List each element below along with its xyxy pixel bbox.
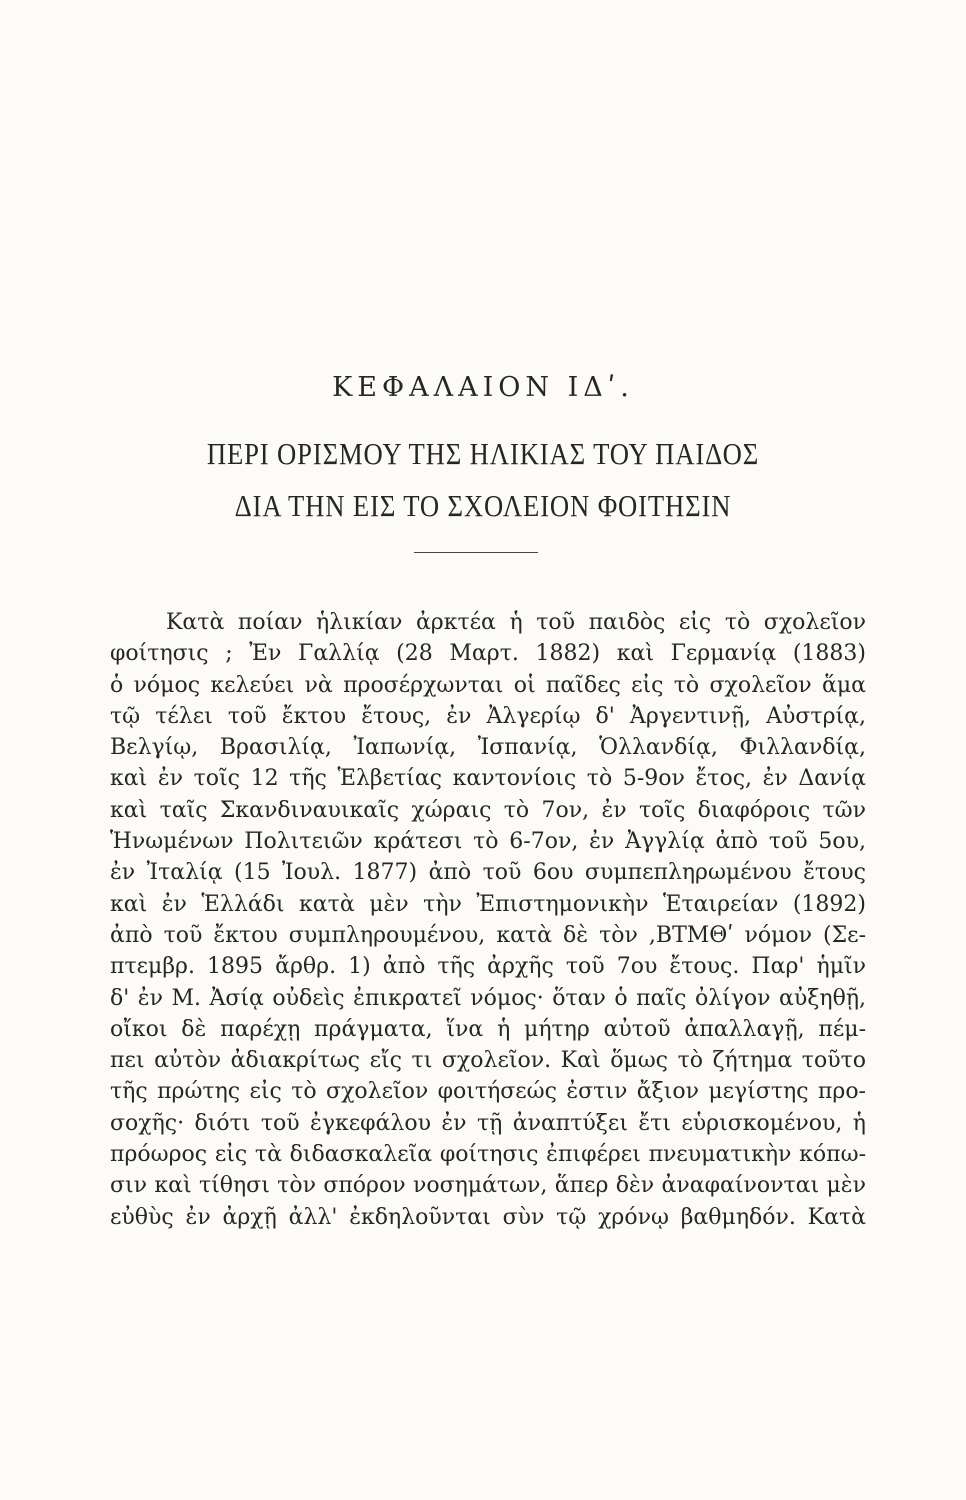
text-line: πρόωρος εἰς τὰ διδασκαλεῖα φοίτησις ἐπιφέρει πνευματικὴν κόπω- bbox=[110, 1142, 866, 1168]
text-line: δ' ἐν Μ. Ἀσίᾳ οὐδεὶς ἐπικρατεῖ νόμος· ὅταν ὁ παῖς ὀλίγον αὐξηθῇ, bbox=[110, 985, 866, 1011]
text-line: οἴκοι δὲ παρέχῃ πράγματα, ἵνα ἡ μήτηρ αὐτοῦ ἀπαλλαγῇ, πέμ- bbox=[110, 1016, 866, 1042]
text-line: καὶ ταῖς Σκανδιναυικαῖς χώραις τὸ 7ον, ἐν τοῖς διαφόροις τῶν bbox=[110, 797, 866, 823]
text-line: σιν καὶ τίθησι τὸν σπόρον νοσημάτων, ἅπερ δὲν ἀναφαίνονται μὲν bbox=[110, 1173, 866, 1199]
text-line: πτεμβρ. 1895 ἄρθρ. 1) ἀπὸ τῆς ἀρχῆς τοῦ 7ου ἔτους. Παρ' ἡμῖν bbox=[110, 954, 866, 980]
text-line: τῆς πρώτης εἰς τὸ σχολεῖον φοιτήσεώς ἐστιν ἄξιον μεγίστης προ- bbox=[110, 1079, 866, 1105]
text-line: πει αὐτὸν ἀδιακρίτως εἴς τι σχολεῖον. Καὶ ὅμως τὸ ζήτημα τοῦτο bbox=[110, 1048, 866, 1074]
text-line: φοίτησις ; Ἐν Γαλλίᾳ (28 Μαρτ. 1882) καὶ Γερμανίᾳ (1883) bbox=[110, 641, 866, 667]
text-line: ἐν Ἰταλίᾳ (15 Ἰουλ. 1877) ἀπὸ τοῦ 6ου συμπεπληρωμένου ἔτους bbox=[110, 860, 866, 886]
text-line: ὁ νόμος κελεύει νὰ προσέρχωνται οἱ παῖδες εἰς τὸ σχολεῖον ἅμα bbox=[110, 672, 866, 698]
chapter-title-line-1: ΠΕΡΙ ΟΡΙΣΜΟΥ ΤΗΣ ΗΛΙΚΙΑΣ ΤΟΥ ΠΑΙΔΟΣ bbox=[206, 436, 760, 471]
text-line: καὶ ἐν Ἑλλάδι κατὰ μὲν τὴν Ἐπιστημονικὴν Ἑταιρείαν (1892) bbox=[110, 891, 866, 917]
title-divider bbox=[414, 552, 538, 553]
body-paragraph bbox=[110, 607, 866, 1233]
text-line: καὶ ἐν τοῖς 12 τῆς Ἑλβετίας καντονίοις τὸ 5-9ον ἔτος, ἐν Δανίᾳ bbox=[110, 766, 866, 792]
text-line: Κατὰ ποίαν ἡλικίαν ἀρκτέα ἡ τοῦ παιδὸς εἰς τὸ σχολεῖον bbox=[166, 610, 866, 635]
text-line: ἀπὸ τοῦ ἔκτου συμπληρουμένου, κατὰ δὲ τὸν ,ΒΤΜΘʹ νόμον (Σε- bbox=[110, 922, 866, 948]
chapter-heading: ΚΕΦΑΛΑΙΟΝ ΙΔʹ. bbox=[332, 372, 634, 403]
text-line: εὐθὺς ἐν ἀρχῇ ἀλλ' ἐκδηλοῦνται σὺν τῷ χρόνῳ βαθμηδόν. Κατὰ bbox=[110, 1204, 866, 1230]
text-line: Βελγίῳ, Βρασιλίᾳ, Ἰαπωνίᾳ, Ἰσπανίᾳ, Ὁλλανδίᾳ, Φιλλανδίᾳ, bbox=[110, 735, 866, 761]
text-line: Ἡνωμένων Πολιτειῶν κράτεσι τὸ 6-7ον, ἐν Ἀγγλίᾳ ἀπὸ τοῦ 5ου, bbox=[110, 829, 866, 855]
text-line: τῷ τέλει τοῦ ἔκτου ἔτους, ἐν Ἀλγερίῳ δ' Ἀργεντινῇ, Αὐστρίᾳ, bbox=[110, 703, 866, 729]
text-line: σοχῆς· διότι τοῦ ἐγκεφάλου ἐν τῇ ἀναπτύξει ἔτι εὑρισκομένου, ἡ bbox=[110, 1110, 866, 1136]
chapter-title-line-2: ΔΙΑ ΤΗΝ ΕΙΣ ΤΟ ΣΧΟΛΕΙΟΝ ΦΟΙΤΗΣΙΝ bbox=[234, 488, 732, 523]
